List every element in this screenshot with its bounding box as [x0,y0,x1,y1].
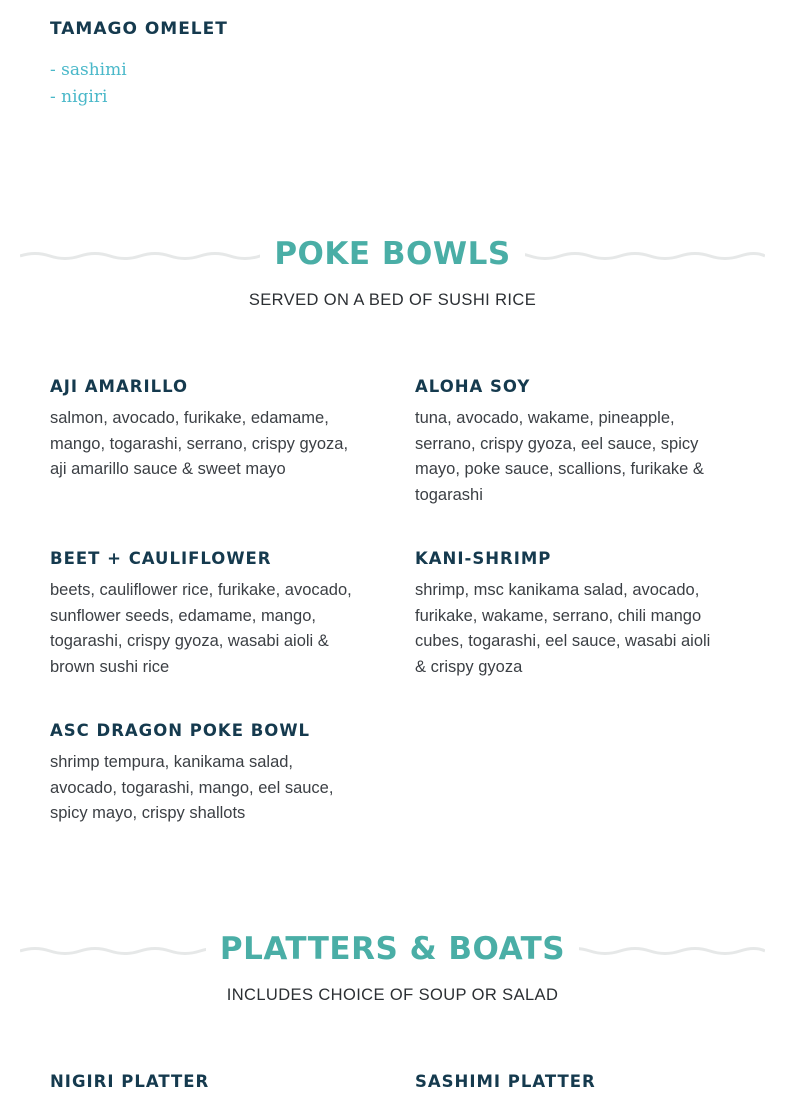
poke-bowls-heading-wrap [0,236,785,272]
menu-item-name: AJI AMARILLO [50,377,189,396]
menu-item [415,377,725,508]
menu-item [415,549,725,680]
menu-item-description: beets, cauliflower rice, furikake, avocado, sunflower seeds, edamame, mango, togarashi, crispy gyoza, wasabi aioli & brown sushi rice [50,581,352,676]
menu-item [415,1072,725,1092]
platters-heading-wrap [0,931,785,967]
menu-item-description: salmon, avocado, furikake, edamame, mango, togarashi, serrano, crispy gyoza, aji amarillo sauce & sweet mayo [50,409,349,478]
menu-item-name: ASC DRAGON POKE BOWL [50,721,311,740]
variant-nigiri: - nigiri [50,87,108,107]
item-title: TAMAGO OMELET [50,19,228,39]
menu-item-name: BEET + CAULIFLOWER [50,549,272,568]
variant-sashimi: - sashimi [50,60,127,80]
section-title: PLATTERS & BOATS [206,931,579,967]
menu-item [50,377,360,483]
menu-item-description: shrimp tempura, kanikama salad, avocado, togarashi, mango, eel sauce, spicy mayo, crispy shallots [50,753,334,822]
menu-item [50,1072,360,1092]
menu-item-name: KANI-SHRIMP [415,549,552,568]
section-subtitle: INCLUDES CHOICE OF SOUP OR SALAD [226,986,559,1004]
section-subtitle: SERVED ON A BED OF SUSHI RICE [248,291,537,309]
tamago-omelet-item [50,19,228,111]
menu-item [50,721,360,827]
menu-item-description: shrimp, msc kanikama salad, avocado, furikake, wakame, serrano, chili mango cubes, togarashi, eel sauce, wasabi aioli & crispy gyoza [415,581,711,676]
menu-item-name: NIGIRI PLATTER [50,1072,210,1091]
menu-item-name: SASHIMI PLATTER [415,1072,596,1091]
menu-item-name: ALOHA SOY [415,377,531,396]
menu-item-description: tuna, avocado, wakame, pineapple, serrano, crispy gyoza, eel sauce, spicy mayo, poke sauce, scallions, furikake & togarashi [415,409,704,504]
menu-item [50,549,360,680]
section-title: POKE BOWLS [260,236,524,272]
